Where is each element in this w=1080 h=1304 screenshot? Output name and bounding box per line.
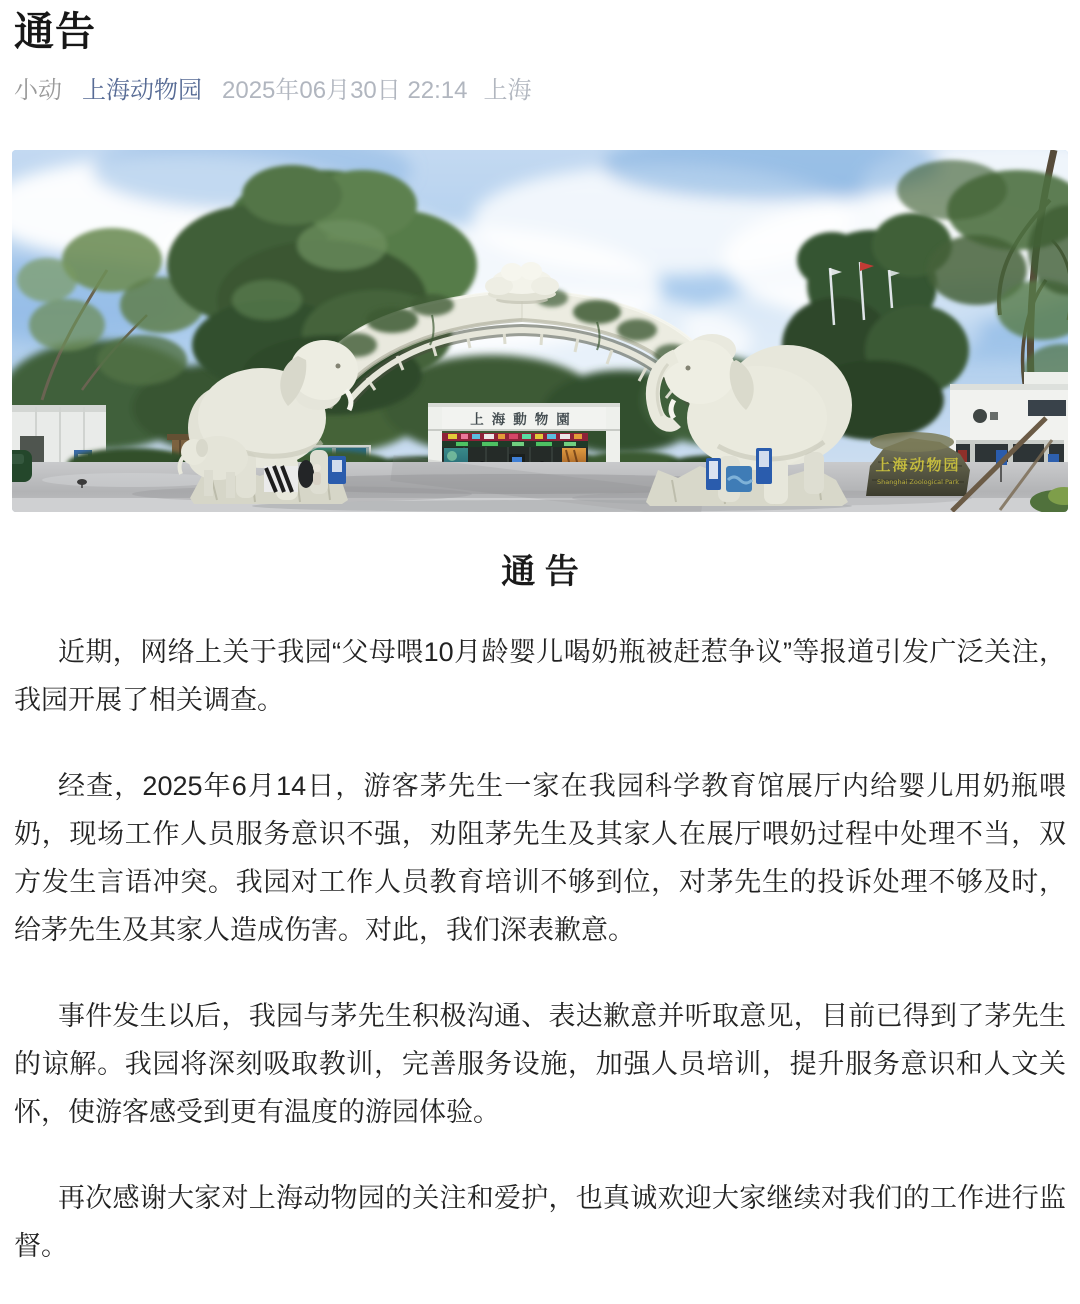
- author-name: 小动: [14, 77, 62, 104]
- zoo-gate-photo: [12, 150, 1068, 512]
- paragraph-4: 再次感谢大家对上海动物园的关注和爱护，也真诚欢迎大家继续对我们的工作进行监督。: [14, 1183, 1066, 1261]
- paragraph-1: 近期，网络上关于我园“父母喂10月龄婴儿喝奶瓶被赶惹争议”等报道引发广泛关注，我园开展了相关调查。: [14, 637, 1066, 715]
- article-body: [14, 554, 1066, 1304]
- account-link[interactable]: 上海动物园: [82, 77, 202, 104]
- paragraph-3: 事件发生以后，我园与茅先生积极沟通、表达歉意并听取意见，目前已得到了茅先生的谅解。我园将深刻吸取教训，完善服务设施，加强人员培训，提升服务意识和人文关怀，使游客感受到更有温度的游园体验。: [14, 1001, 1066, 1127]
- publish-date: 2025年06月30日 22:14: [222, 77, 468, 104]
- rock-sign-text-en: Shanghai Zoological Park: [876, 478, 960, 486]
- gate-sign-text: 上海動物園: [470, 412, 578, 428]
- rock-sign-text: 上海动物园: [875, 456, 961, 474]
- notice-heading: 通 告: [501, 553, 579, 591]
- paragraph-2: 经查，2025年6月14日，游客茅先生一家在我园科学教育馆展厅内给婴儿用奶瓶喂奶，现场工作人员服务意识不强，劝阻茅先生及其家人在展厅喂奶过程中处理不当，双方发生言语冲突。我园对工作人员教育培训不够到位，对茅先生的投诉处理不够及时，给茅先生及其家人造成伤害。对此，我们深表歉意。: [14, 771, 1066, 945]
- hero-image[interactable]: [12, 150, 1068, 512]
- byline: [14, 76, 1066, 106]
- page-title: 通告: [14, 10, 96, 54]
- publish-location: 上海: [483, 77, 532, 104]
- article-page: [0, 10, 1080, 1304]
